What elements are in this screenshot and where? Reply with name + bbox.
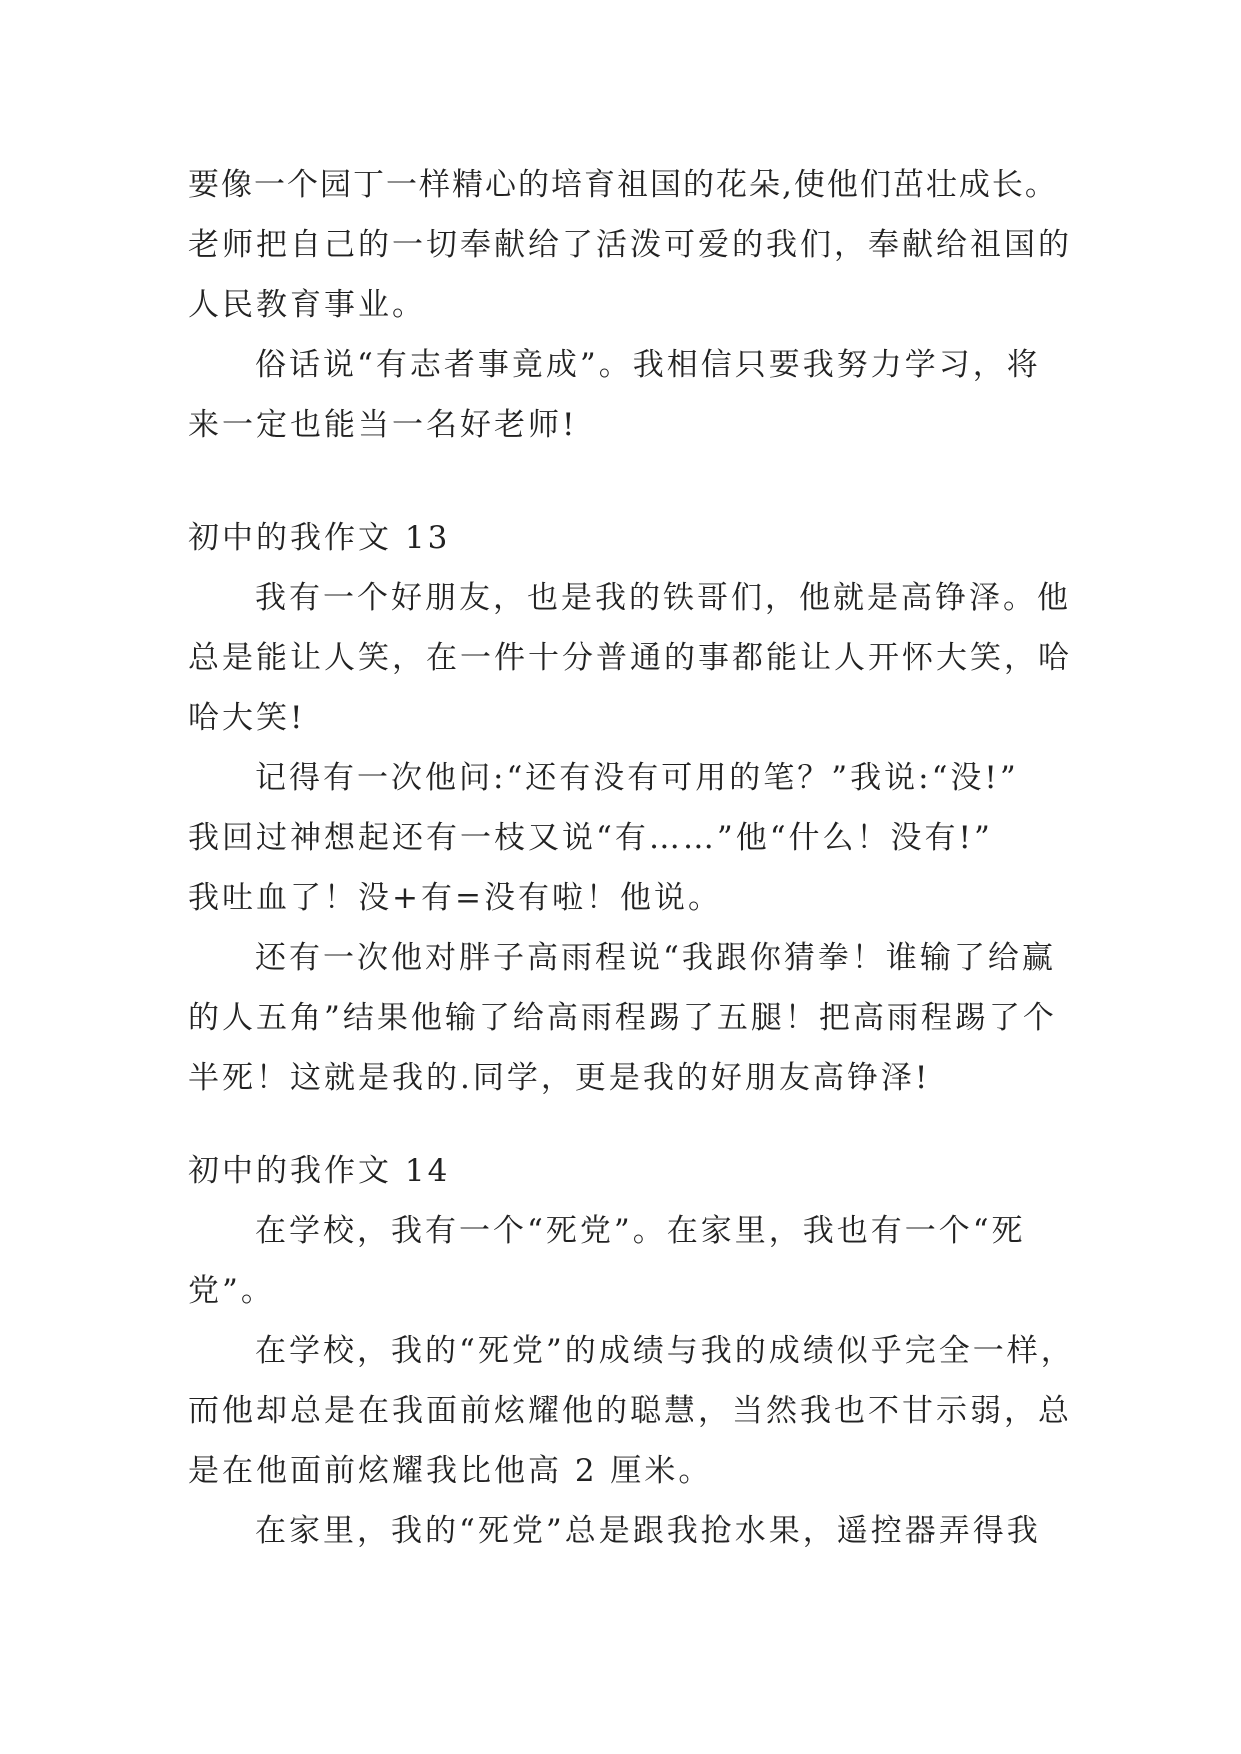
text-line: 还有一次他对胖子高雨程说“我跟你猜拳！谁输了给赢	[255, 940, 1056, 976]
text-line: 半死！这就是我的.同学，更是我的好朋友高铮泽!	[188, 1060, 931, 1096]
text-line: 而他却总是在我面前炫耀他的聪慧，当然我也不甘示弱，总	[188, 1393, 1072, 1429]
text-line: 老师把自己的一切奉献给了活泼可爱的我们，奉献给祖国的	[188, 227, 1072, 263]
text-line: 我吐血了！没+有=没有啦！他说。	[188, 880, 722, 916]
text-line: 哈大笑!	[188, 700, 306, 736]
text-line: 的人五角”结果他输了给高雨程踢了五腿！把高雨程踢了个	[188, 1000, 1057, 1036]
text-line: 记得有一次他问:“还有没有可用的笔？”我说:“没!”	[255, 760, 1019, 796]
text-line: 党”。	[188, 1273, 275, 1309]
text-line: 我回过神想起还有一枝又说“有……”他“什么！没有!”	[188, 820, 993, 856]
text-line: 我有一个好朋友，也是我的铁哥们，他就是高铮泽。他	[255, 580, 1071, 616]
section-heading: 初中的我作文 14	[188, 1153, 451, 1189]
section-heading: 初中的我作文 13	[188, 520, 451, 556]
text-line: 是在他面前炫耀我比他高 2 厘米。	[188, 1453, 713, 1489]
text-line: 在学校，我有一个“死党”。在家里，我也有一个“死	[255, 1213, 1026, 1249]
text-line: 在学校，我的“死党”的成绩与我的成绩似乎完全一样，	[255, 1333, 1075, 1369]
text-line: 俗话说“有志者事竟成”。我相信只要我努力学习，将	[255, 347, 1041, 383]
text-line: 要像一个园丁一样精心的培育祖国的花朵,使他们茁壮成长。	[188, 167, 1058, 203]
text-line: 来一定也能当一名好老师!	[188, 407, 578, 443]
text-line: 总是能让人笑，在一件十分普通的事都能让人开怀大笑，哈	[188, 640, 1072, 676]
text-line: 在家里，我的“死党”总是跟我抢水果，遥控器弄得我	[255, 1513, 1041, 1549]
text-line: 人民教育事业。	[188, 287, 426, 323]
